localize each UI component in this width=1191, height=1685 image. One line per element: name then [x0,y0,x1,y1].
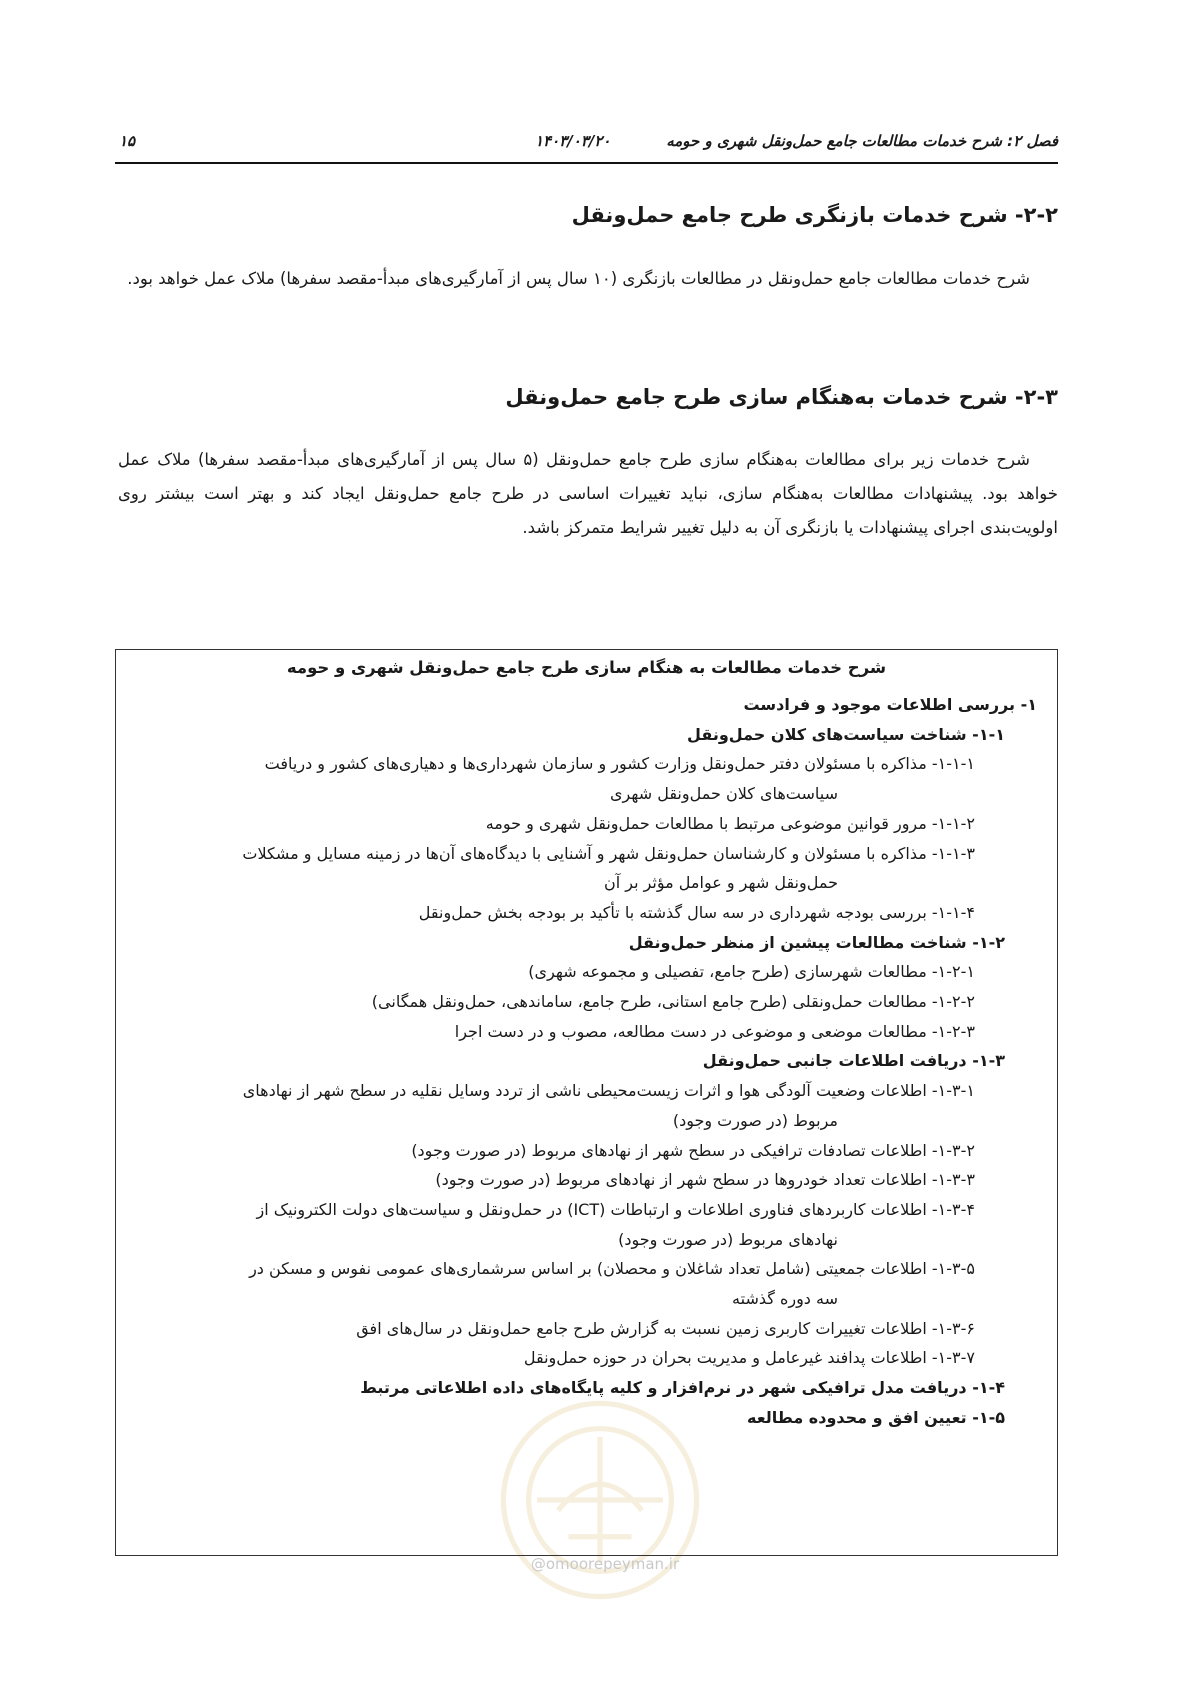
header-chapter-title: فصل ۲: شرح خدمات مطالعات جامع حمل‌ونقل شهری و حومه [666,132,1058,150]
outline-item-l3: ۱-۲-۲- مطالعات حمل‌ونقلی (طرح جامع استانی، طرح جامع، ساماندهی، حمل‌ونقل همگانی) [371,992,975,1011]
outline-item-continuation: نهادهای مربوط (در صورت وجود) [618,1229,838,1249]
watermark-url: @omoorepeyman.ir [530,1555,680,1573]
outline-item-l3: ۱-۳-۷- اطلاعات پدافند غیرعامل و مدیریت بحران در حوزه حمل‌ونقل [523,1348,975,1368]
outline-item-continuation: مربوط (در صورت وجود) [672,1110,838,1130]
outline-item-l3: ۱-۳-۵- اطلاعات جمعیتی (شامل تعداد شاغلان و محصلان) بر اساس سرشماری‌های عمومی نفوس و مسکن در [249,1259,975,1279]
outline-item-l3: ۱-۲-۳- مطالعات موضعی و موضوعی در دست مطالعه، مصوب و در دست اجرا [454,1021,975,1041]
outline-item-l3: ۱-۱-۲- مرور قوانین موضوعی مرتبط با مطالعات حمل‌ونقل شهری و حومه [485,813,975,833]
outline-item-l3: ۱-۳-۲- اطلاعات تصادفات ترافیکی در سطح شهر از نهادهای مربوط (در صورت وجود) [411,1140,975,1160]
page-number: ۱۵ [119,132,136,150]
outline-item-l3: ۱-۳-۴- اطلاعات کاربردهای فناوری اطلاعات و ارتباطات (ICT) در حمل‌ونقل و سیاست‌های دولت الکترونیک از [256,1199,975,1219]
outline-item-l2: ۱-۱- شناخت سیاست‌های کلان حمل‌ونقل [687,724,1005,744]
section-body-2-2: شرح خدمات مطالعات جامع حمل‌ونقل در مطالعات بازنگری (۱۰ سال پس از آمارگیری‌های مبدأ-مقصد سفرها) ملاک عمل خواهد بود. [127,269,1030,288]
section-title-2-2: ۲-۲- شرح خدمات بازنگری طرح جامع حمل‌ونقل [571,203,1058,227]
services-outline-box [115,649,1058,1556]
outline-item-l3: ۱-۱-۱- مذاکره با مسئولان دفتر حمل‌ونقل وزارت کشور و سازمان شهرداری‌ها و دهیاری‌های کشور و دریافت [264,754,975,774]
section-title-2-3: ۲-۳- شرح خدمات به‌هنگام سازی طرح جامع حمل‌ونقل [505,385,1058,409]
outline-item-l2: ۱-۳- دریافت اطلاعات جانبی حمل‌ونقل [702,1051,1005,1071]
outline-item-l3: ۱-۲-۱- مطالعات شهرسازی (طرح جامع، تفصیلی و مجموعه شهری) [528,962,975,982]
outline-item-l1: ۱- بررسی اطلاعات موجود و فرادست [743,695,1037,714]
outline-item-l3: ۱-۳-۶- اطلاعات تغییرات کاربری زمین نسبت به گزارش طرح جامع حمل‌ونقل در سال‌های افق [356,1318,975,1338]
outline-item-l3: ۱-۱-۳- مذاکره با مسئولان و کارشناسان حمل‌ونقل شهر و آشنایی با دیدگاه‌های آن‌ها در زمینه مسایل و مشکلات [242,843,975,863]
outline-item-l2: ۱-۴- دریافت مدل ترافیکی شهر در نرم‌افزار و کلیه پایگاه‌های داده اطلاعاتی مرتبط [360,1378,1005,1398]
header-date: ۱۴۰۳/۰۳/۲۰ [535,132,611,150]
outline-item-continuation: حمل‌ونقل شهر و عوامل مؤثر بر آن [603,873,838,893]
outline-item-continuation: سیاست‌های کلان حمل‌ونقل شهری [609,784,838,804]
page-header [115,122,1058,164]
outline-item-l3: ۱-۳-۳- اطلاعات تعداد خودروها در سطح شهر از نهادهای مربوط (در صورت وجود) [435,1170,975,1190]
outline-item-continuation: سه دوره گذشته [732,1289,838,1308]
outline-box-title: شرح خدمات مطالعات به هنگام سازی طرح جامع حمل‌ونقل شهری و حومه [286,658,887,677]
outline-item-l2: ۱-۵- تعیین افق و محدوده مطالعه [746,1407,1005,1427]
outline-item-l3: ۱-۳-۱- اطلاعات وضعیت آلودگی هوا و اثرات زیست‌محیطی ناشی از تردد وسایل نقلیه در سطح شهر از نهادهای [242,1081,975,1101]
outline-item-l2: ۱-۲- شناخت مطالعات پیشین از منظر حمل‌ونقل [628,932,1005,952]
outline-item-l3: ۱-۱-۴- بررسی بودجه شهرداری در سه سال گذشته با تأکید بر بودجه بخش حمل‌ونقل [418,902,975,922]
section-body-2-3: شرح خدمات زیر برای مطالعات به‌هنگام سازی طرح جامع حمل‌ونقل (۵ سال پس از آمارگیری‌های مبدأ-مقصد سفرها) ملاک عمل خواهد بود. پیشنهادات مطالعات به‌هنگام سازی، نباید تغییرات اساسی در طرح جامع حمل‌ونقل ایجاد کند و بهتر است بیشتر روی اولویت‌بندی اجرای پیشنهادات یا بازنگری آن به دلیل تغییر شرایط متمرکز باشد. [118,450,1058,537]
